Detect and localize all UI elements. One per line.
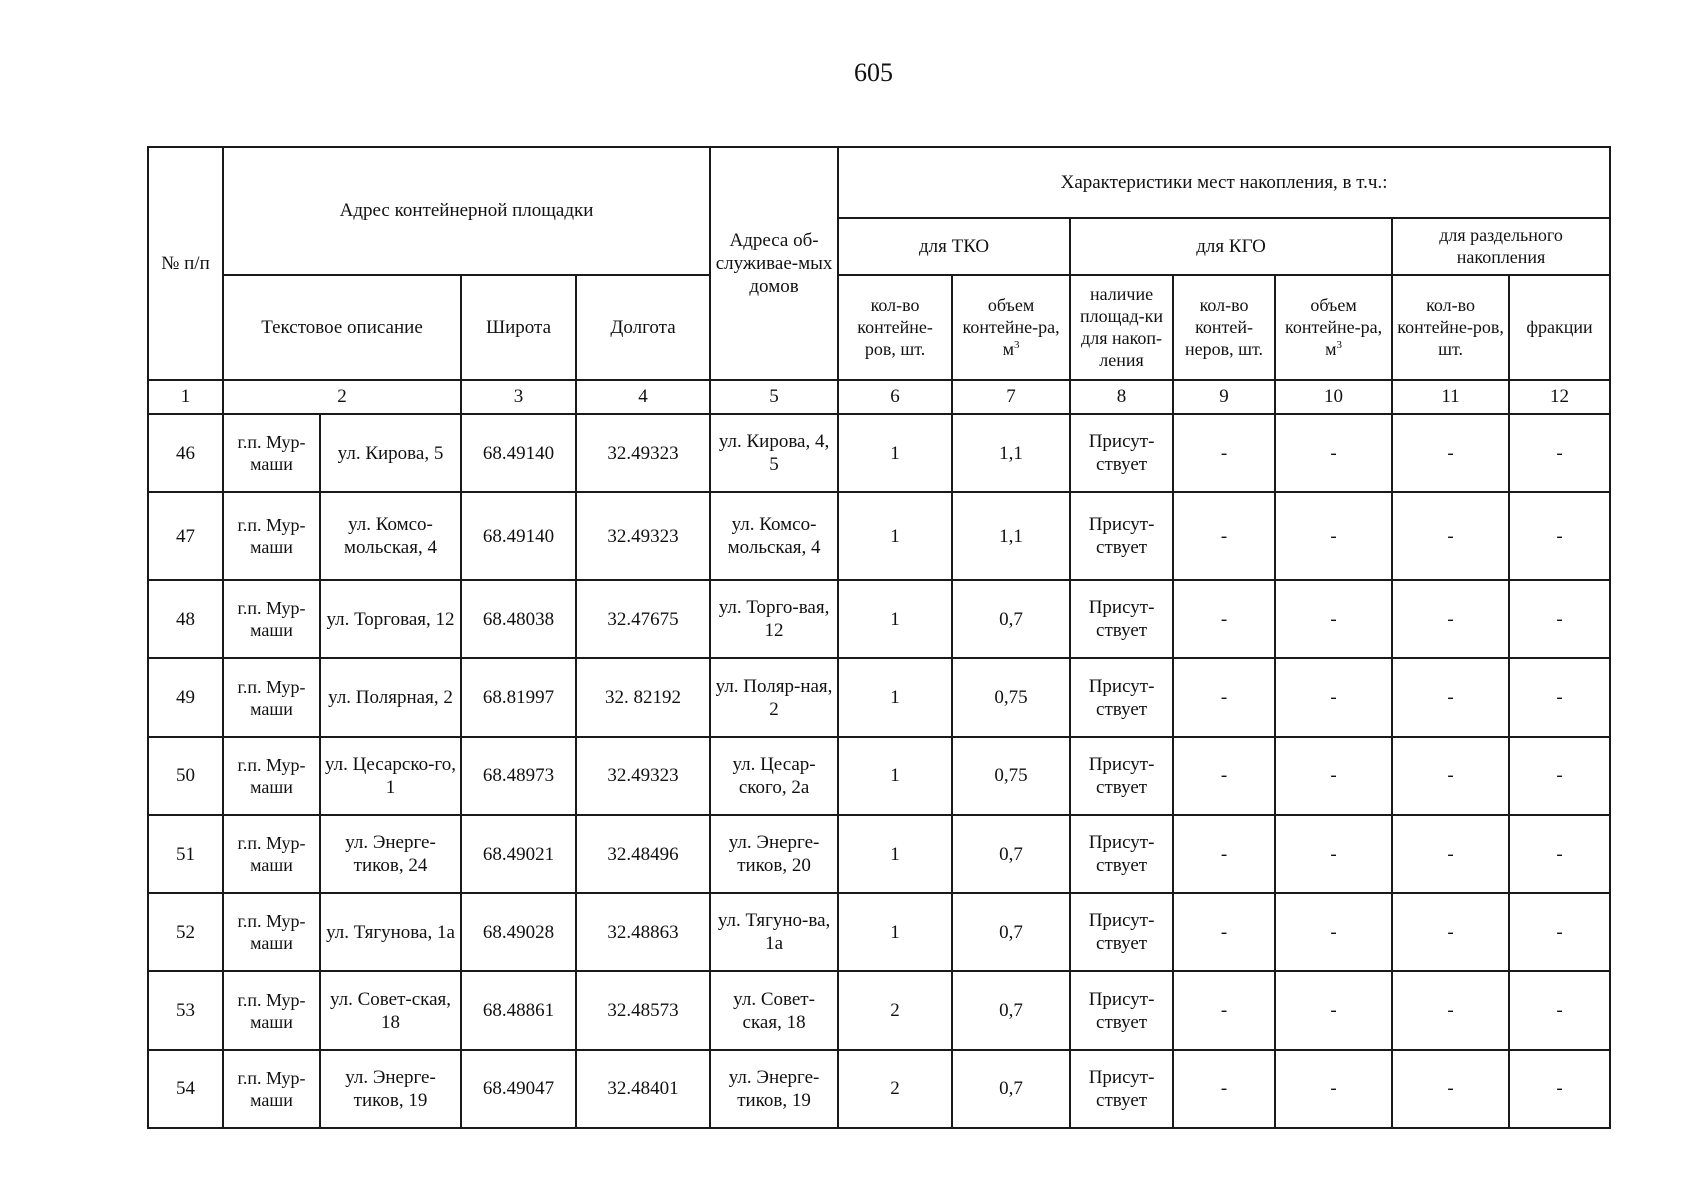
column-number: 7 [952,380,1070,414]
tko-volume-cell: 1,1 [952,414,1070,492]
tko-volume-cell: 0,7 [952,971,1070,1049]
longitude-cell: 32.48863 [576,893,710,971]
row-number-cell: 54 [148,1050,223,1128]
longitude-cell: 32.48573 [576,971,710,1049]
table-row [148,815,1610,893]
row-number-cell: 52 [148,893,223,971]
column-number: 10 [1275,380,1392,414]
row-number-cell: 50 [148,737,223,815]
separate-fractions-cell: - [1509,737,1610,815]
column-number: 3 [461,380,576,414]
separate-fractions-cell: - [1509,815,1610,893]
tko-count-cell: 1 [838,414,952,492]
table-row [148,971,1610,1049]
street-address-cell: ул. Совет-ская, 18 [320,971,461,1049]
longitude-cell: 32.47675 [576,580,710,658]
page-number: 605 [854,58,893,87]
served-houses-cell: ул. Совет-ская, 18 [710,971,838,1049]
table-body [148,414,1610,1128]
kgo-presence-cell: Присут-ствует [1070,971,1173,1049]
separate-count-cell: - [1392,971,1509,1049]
kgo-count-cell: - [1173,580,1275,658]
container-sites-table [147,146,1611,1129]
latitude-cell: 68.48973 [461,737,576,815]
locality-cell: г.п. Мур-маши [223,815,320,893]
locality-cell: г.п. Мур-маши [223,414,320,492]
separate-fractions-cell: - [1509,414,1610,492]
kgo-presence-cell: Присут-ствует [1070,492,1173,580]
kgo-presence-cell: Присут-ствует [1070,580,1173,658]
column-number: 11 [1392,380,1509,414]
street-address-cell: ул. Энерге-тиков, 24 [320,815,461,893]
kgo-count-cell: - [1173,492,1275,580]
header-sep-fractions: фракции [1509,275,1610,380]
tko-count-cell: 1 [838,815,952,893]
street-address-cell: ул. Торговая, 12 [320,580,461,658]
row-number-cell: 46 [148,414,223,492]
header-characteristics: Характеристики мест накопления, в т.ч.: [838,147,1610,218]
served-houses-cell: ул. Комсо-мольская, 4 [710,492,838,580]
locality-cell: г.п. Мур-маши [223,1050,320,1128]
tko-count-cell: 1 [838,893,952,971]
header-houses: Адреса об-служивае-мых домов [710,147,838,380]
separate-fractions-cell: - [1509,492,1610,580]
header-kgo-count: кол-во контей-неров, шт. [1173,275,1275,380]
kgo-count-cell: - [1173,815,1275,893]
kgo-count-cell: - [1173,737,1275,815]
tko-volume-cell: 0,75 [952,658,1070,736]
header-tko-volume-sup: 3 [1013,339,1020,352]
separate-count-cell: - [1392,737,1509,815]
separate-fractions-cell: - [1509,893,1610,971]
header-kgo-presence: наличие площад-ки для накоп-ления [1070,275,1173,380]
separate-count-cell: - [1392,1050,1509,1128]
row-number-cell: 49 [148,658,223,736]
separate-fractions-cell: - [1509,1050,1610,1128]
tko-count-cell: 2 [838,1050,952,1128]
header-address-group: Адрес контейнерной площадки [223,147,710,275]
separate-count-cell: - [1392,658,1509,736]
served-houses-cell: ул. Кирова, 4, 5 [710,414,838,492]
separate-count-cell: - [1392,492,1509,580]
table-row [148,737,1610,815]
tko-volume-cell: 0,7 [952,1050,1070,1128]
kgo-presence-cell: Присут-ствует [1070,1050,1173,1128]
kgo-presence-cell: Присут-ствует [1070,893,1173,971]
latitude-cell: 68.49140 [461,414,576,492]
kgo-count-cell: - [1173,658,1275,736]
kgo-count-cell: - [1173,414,1275,492]
longitude-cell: 32.49323 [576,492,710,580]
tko-volume-cell: 1,1 [952,492,1070,580]
longitude-cell: 32. 82192 [576,658,710,736]
table-row [148,1050,1610,1128]
longitude-cell: 32.48496 [576,815,710,893]
tko-count-cell: 1 [838,580,952,658]
column-number: 4 [576,380,710,414]
header-text-desc: Текстовое описание [223,275,461,380]
tko-count-cell: 1 [838,737,952,815]
kgo-volume-cell: - [1275,971,1392,1049]
kgo-volume-cell: - [1275,492,1392,580]
table-row [148,893,1610,971]
latitude-cell: 68.49140 [461,492,576,580]
header-tko-count: кол-во контейне-ров, шт. [838,275,952,380]
kgo-presence-cell: Присут-ствует [1070,414,1173,492]
tko-volume-cell: 0,7 [952,580,1070,658]
locality-cell: г.п. Мур-маши [223,580,320,658]
served-houses-cell: ул. Торго-вая, 12 [710,580,838,658]
kgo-presence-cell: Присут-ствует [1070,737,1173,815]
latitude-cell: 68.49028 [461,893,576,971]
separate-fractions-cell: - [1509,580,1610,658]
kgo-volume-cell: - [1275,893,1392,971]
header-tko: для ТКО [838,218,1070,275]
separate-count-cell: - [1392,414,1509,492]
header-sep-count: кол-во контейне-ров, шт. [1392,275,1509,380]
separate-count-cell: - [1392,815,1509,893]
table-row [148,492,1610,580]
longitude-cell: 32.49323 [576,737,710,815]
kgo-count-cell: - [1173,971,1275,1049]
street-address-cell: ул. Тягунова, 1а [320,893,461,971]
row-number-cell: 47 [148,492,223,580]
street-address-cell: ул. Полярная, 2 [320,658,461,736]
kgo-volume-cell: - [1275,737,1392,815]
street-address-cell: ул. Кирова, 5 [320,414,461,492]
table-row [148,580,1610,658]
street-address-cell: ул. Цесарско-го, 1 [320,737,461,815]
served-houses-cell: ул. Энерге-тиков, 20 [710,815,838,893]
longitude-cell: 32.49323 [576,414,710,492]
longitude-cell: 32.48401 [576,1050,710,1128]
separate-fractions-cell: - [1509,658,1610,736]
kgo-volume-cell: - [1275,580,1392,658]
header-num: № п/п [148,147,223,380]
tko-count-cell: 1 [838,658,952,736]
served-houses-cell: ул. Энерге-тиков, 19 [710,1050,838,1128]
header-separate: для раздельного накопления [1392,218,1610,275]
locality-cell: г.п. Мур-маши [223,737,320,815]
tko-volume-cell: 0,7 [952,893,1070,971]
header-kgo-volume [1275,275,1392,380]
header-kgo-volume-sup: 3 [1336,339,1342,352]
served-houses-cell: ул. Тягуно-ва, 1а [710,893,838,971]
kgo-presence-cell: Присут-ствует [1070,815,1173,893]
separate-count-cell: - [1392,580,1509,658]
kgo-volume-cell: - [1275,658,1392,736]
latitude-cell: 68.49047 [461,1050,576,1128]
table-row [148,658,1610,736]
latitude-cell: 68.48861 [461,971,576,1049]
street-address-cell: ул. Энерге-тиков, 19 [320,1050,461,1128]
served-houses-cell: ул. Поляр-ная, 2 [710,658,838,736]
tko-count-cell: 1 [838,492,952,580]
kgo-volume-cell: - [1275,1050,1392,1128]
column-number: 8 [1070,380,1173,414]
column-number: 5 [710,380,838,414]
column-number: 2 [223,380,461,414]
locality-cell: г.п. Мур-маши [223,492,320,580]
latitude-cell: 68.49021 [461,815,576,893]
kgo-count-cell: - [1173,893,1275,971]
header-tko-volume-text: объем контейне-ра, м [962,295,1060,360]
header-lat: Широта [461,275,576,380]
tko-count-cell: 2 [838,971,952,1049]
header-kgo: для КГО [1070,218,1392,275]
latitude-cell: 68.48038 [461,580,576,658]
row-number-cell: 51 [148,815,223,893]
locality-cell: г.п. Мур-маши [223,893,320,971]
locality-cell: г.п. Мур-маши [223,971,320,1049]
header-lon: Долгота [576,275,710,380]
kgo-volume-cell: - [1275,815,1392,893]
tko-volume-cell: 0,75 [952,737,1070,815]
row-number-cell: 53 [148,971,223,1049]
locality-cell: г.п. Мур-маши [223,658,320,736]
table-row [148,414,1610,492]
separate-count-cell: - [1392,893,1509,971]
kgo-presence-cell: Присут-ствует [1070,658,1173,736]
street-address-cell: ул. Комсо-мольская, 4 [320,492,461,580]
column-number: 9 [1173,380,1275,414]
column-number: 1 [148,380,223,414]
header-tko-volume [952,275,1070,380]
kgo-volume-cell: - [1275,414,1392,492]
tko-volume-cell: 0,7 [952,815,1070,893]
served-houses-cell: ул. Цесар-ского, 2а [710,737,838,815]
row-number-cell: 48 [148,580,223,658]
header-kgo-volume-text: объем контейне-ра, м [1285,295,1383,360]
kgo-count-cell: - [1173,1050,1275,1128]
separate-fractions-cell: - [1509,971,1610,1049]
latitude-cell: 68.81997 [461,658,576,736]
column-number: 12 [1509,380,1610,414]
column-number: 6 [838,380,952,414]
